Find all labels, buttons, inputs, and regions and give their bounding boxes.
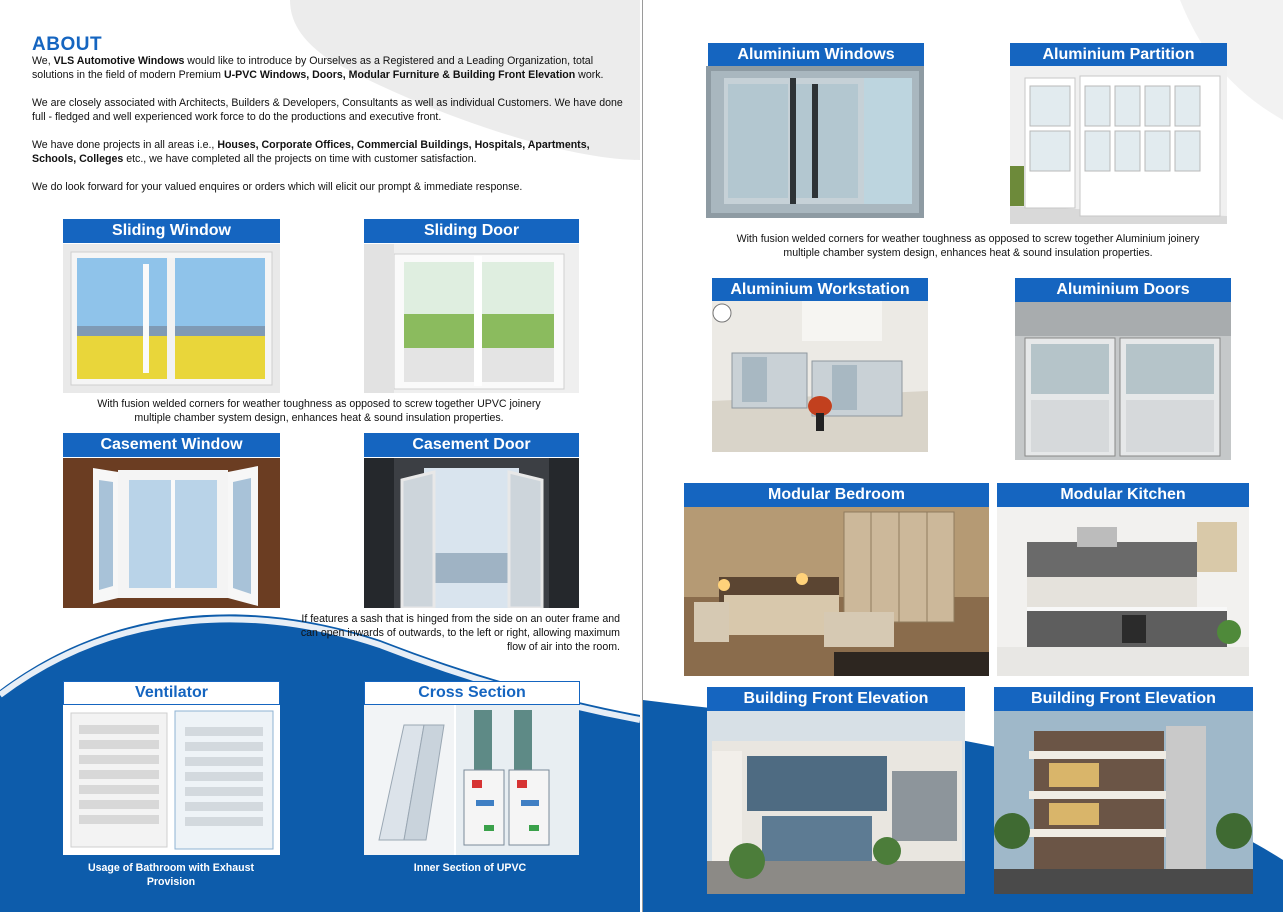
aluminium-windows-photo [706,66,924,218]
cross-section-caption: Inner Section of UPVC [413,862,527,874]
cross-section-photo [364,705,579,855]
about-paragraph-2: We are closely associated with Architects, Builders & Developers, Consultants as well as individual Customers. We have done full - fledged and well experienced work force to do the productions and executive front. [32,97,623,123]
casement-window-photo [63,458,280,608]
modular-kitchen-label: Modular Kitchen [997,483,1249,507]
about-paragraph-4: We do look forward for your valued enquires or orders which will elicit our prompt & immediate response. [32,181,523,193]
casement-window-label: Casement Window [63,433,280,457]
sliding-door-photo [364,244,579,393]
cross-section-label: Cross Section [364,681,580,705]
aluminium-doors-photo [1015,302,1231,460]
about-title: ABOUT [32,34,103,55]
ventilator-caption: Usage of Bathroom with Exhaust Provision [88,862,254,888]
casement-door-label: Casement Door [364,433,579,457]
sliding-door-label: Sliding Door [364,219,579,243]
about-paragraph-1: We, VLS Automotive Windows would like to introduce by Ourselves as a Registered and a Leading Organization, total solutions in the field of modern Premium U-PVC Windows, Doors, Modular Furniture & Building Front Elevation work. [32,55,604,81]
modular-kitchen-photo [997,507,1249,676]
aluminium-workstation-photo [712,301,928,452]
page-spine [642,0,643,912]
ventilator-label: Ventilator [63,681,280,705]
sliding-window-label: Sliding Window [63,219,280,243]
elevation-1-label: Building Front Elevation [707,687,965,711]
casement-door-photo [364,458,579,608]
modular-bedroom-label: Modular Bedroom [684,483,989,507]
elevation-1-photo [707,711,965,894]
aluminium-workstation-label: Aluminium Workstation [712,278,928,302]
aluminium-windows-label: Aluminium Windows [708,43,924,67]
modular-bedroom-photo [684,507,989,676]
casement-caption: If features a sash that is hinged from the side on an outer frame and can open inwards of outwards, to the left or right, allowing maximum flow of air into the room. [300,613,620,653]
about-body [32,54,632,208]
about-paragraph-3: We have done projects in all areas i.e., Houses, Corporate Offices, Commercial Buildings, Hospitals, Apartments, Schools, Colleges etc., we have completed all the projects on time with customer satisfaction. [32,139,590,165]
elevation-2-label: Building Front Elevation [994,687,1253,711]
aluminium-caption: With fusion welded corners for weather toughness as opposed to screw together Aluminium joinery multiple chamber system design, enhances heat & sound insulation properties. [736,233,1200,259]
upvc-caption: With fusion welded corners for weather toughness as opposed to screw together UPVC joinery multiple chamber system design, enhances heat & sound insulation properties. [97,398,541,424]
sliding-window-photo [63,244,280,393]
ventilator-photo [63,705,280,855]
aluminium-doors-label: Aluminium Doors [1015,278,1231,302]
elevation-2-photo [994,711,1253,894]
aluminium-partition-label: Aluminium Partition [1010,43,1227,67]
aluminium-partition-photo [1010,66,1227,224]
